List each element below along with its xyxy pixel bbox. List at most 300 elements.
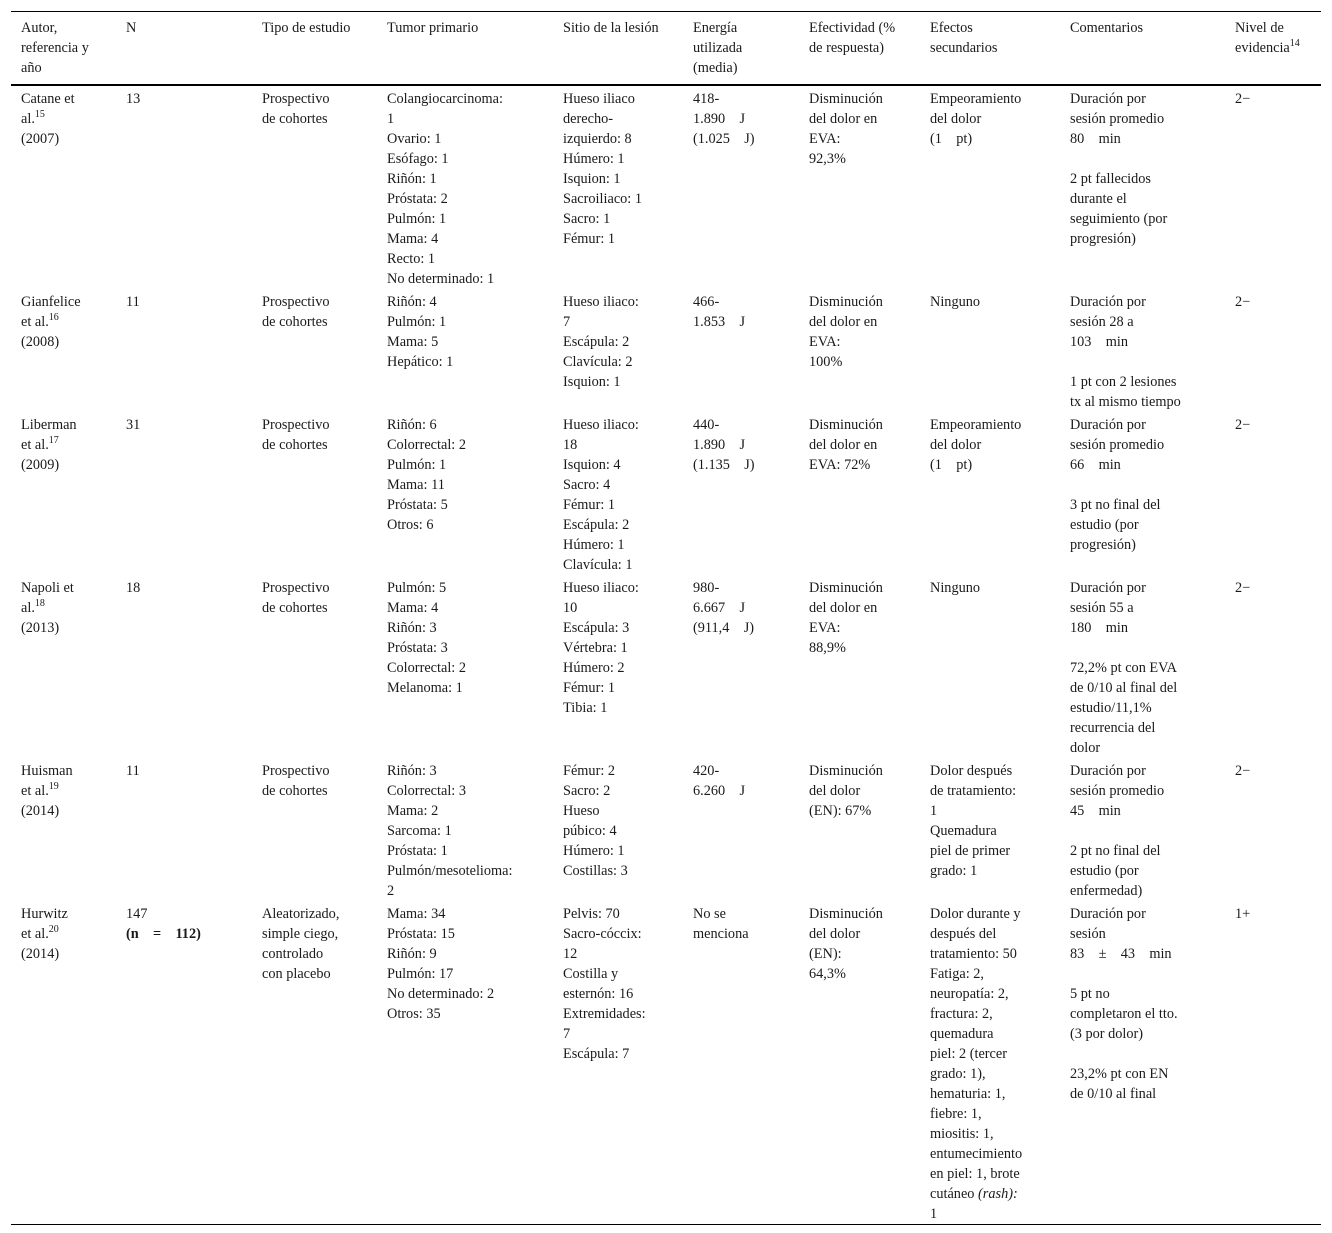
sitio-line: Sacro: 1	[563, 211, 611, 227]
cell-tumor-primario	[377, 758, 553, 901]
efectividad-line: del dolor	[809, 926, 861, 942]
energia-line: menciona	[693, 926, 749, 942]
comentario-line	[1070, 638, 1219, 658]
autor-year: (2007)	[21, 131, 60, 147]
n-value: 11	[126, 763, 140, 779]
sitio-line: Clavícula: 1	[563, 557, 633, 573]
sitio-line: Vértebra: 1	[563, 640, 628, 656]
cell-autor	[11, 412, 116, 575]
cell-tipo-estudio	[252, 575, 377, 758]
cell-n	[116, 85, 252, 289]
tipo-line: de cohortes	[262, 111, 328, 127]
cell-nivel-evidencia	[1225, 575, 1321, 758]
autor-line: et al.$^{19}$	[21, 781, 59, 799]
efectos-line: miositis: 1,	[930, 1126, 994, 1142]
cell-n	[116, 289, 252, 412]
cell-n	[116, 575, 252, 758]
table-row	[11, 412, 1321, 575]
cell-sitio-lesion	[553, 85, 683, 289]
autor-year: (2014)	[21, 803, 60, 819]
efectividad-line: 100%	[809, 354, 843, 370]
sitio-line: Húmero: 2	[563, 660, 625, 676]
comentario-line: 83 ± 43 min	[1070, 946, 1172, 962]
efectos-line: piel de primer	[930, 843, 1011, 859]
autor-reference: 20	[48, 924, 59, 935]
comentario-line: 180 min	[1070, 620, 1128, 636]
cell-efectos-secundarios	[920, 289, 1060, 412]
sitio-line: 18	[563, 437, 578, 453]
cell-tipo-estudio	[252, 758, 377, 901]
autor-reference: 17	[48, 435, 59, 446]
header-autor	[11, 12, 116, 86]
comentario-line	[1070, 964, 1219, 984]
efectividad-line: Disminución	[809, 763, 883, 779]
energia-line: 440-	[693, 417, 720, 433]
efectos-line: fiebre: 1,	[930, 1106, 982, 1122]
header-line: Autor,	[21, 20, 58, 36]
efectos-line: Fatiga: 2,	[930, 966, 985, 982]
efectividad-line: del dolor en	[809, 314, 878, 330]
autor-line: al.$^{15}$	[21, 109, 45, 127]
efectos-line: Dolor después	[930, 763, 1013, 779]
comentario-line: recurrencia del	[1070, 720, 1156, 736]
header-tipo-estudio	[252, 12, 377, 86]
sitio-line: Escápula: 7	[563, 1046, 630, 1062]
header-line: Efectividad (%	[809, 20, 896, 36]
comentario-line: sesión promedio	[1070, 111, 1165, 127]
header-efectividad	[799, 12, 920, 86]
autor-line: Catane et	[21, 91, 75, 107]
cell-autor	[11, 901, 116, 1225]
efectividad-line: Disminución	[809, 580, 883, 596]
tumor-line: Próstata: 3	[387, 640, 448, 656]
efectividad-line: 88,9%	[809, 640, 846, 656]
sitio-line: Costilla y	[563, 966, 619, 982]
sitio-line: Húmero: 1	[563, 537, 625, 553]
n-value: 18	[126, 580, 141, 596]
energia-line: 6.667 J	[693, 600, 746, 616]
efectividad-line: del dolor en	[809, 111, 878, 127]
header-line: Tumor primario	[387, 20, 479, 36]
energia-line: 1.890 J	[693, 437, 746, 453]
efectividad-line: del dolor	[809, 783, 861, 799]
cell-autor	[11, 758, 116, 901]
cell-tumor-primario	[377, 901, 553, 1225]
comentario-line: completaron el tto.	[1070, 1006, 1178, 1022]
header-efectos-secundarios	[920, 12, 1060, 86]
cell-efectividad	[799, 85, 920, 289]
efectividad-line: del dolor en	[809, 600, 878, 616]
comentario-line: Duración por	[1070, 906, 1146, 922]
cell-nivel-evidencia	[1225, 85, 1321, 289]
nivel-value: 2−	[1235, 294, 1251, 310]
cell-comentarios	[1060, 758, 1225, 901]
energia-line: 980-	[693, 580, 720, 596]
table-row	[11, 289, 1321, 412]
comentario-line: 23,2% pt con EN	[1070, 1066, 1169, 1082]
sitio-line: Escápula: 3	[563, 620, 630, 636]
cell-n	[116, 758, 252, 901]
cell-efectos-secundarios	[920, 758, 1060, 901]
tumor-line: Colorrectal: 2	[387, 437, 467, 453]
comentario-line: estudio (por	[1070, 517, 1139, 533]
efectividad-line: EVA:	[809, 131, 841, 147]
cell-tumor-primario	[377, 85, 553, 289]
tumor-line: Melanoma: 1	[387, 680, 463, 696]
tumor-line: Pulmón: 1	[387, 457, 447, 473]
tumor-line: Pulmón: 17	[387, 966, 454, 982]
sitio-line: Clavícula: 2	[563, 354, 633, 370]
tumor-line: Pulmón/mesotelioma:	[387, 863, 513, 879]
cell-energia	[683, 575, 799, 758]
tipo-line: de cohortes	[262, 600, 328, 616]
autor-reference: 15	[34, 109, 45, 120]
efectos-line: Empeoramiento	[930, 417, 1022, 433]
header-line: de respuesta)	[809, 40, 885, 56]
tipo-line: simple ciego,	[262, 926, 339, 942]
tumor-line: Recto: 1	[387, 251, 436, 267]
tumor-line: 2	[387, 883, 395, 899]
autor-line: et al.$^{20}$	[21, 924, 59, 942]
header-energia	[683, 12, 799, 86]
tumor-line: Otros: 6	[387, 517, 434, 533]
n-value: 31	[126, 417, 141, 433]
cell-sitio-lesion	[553, 412, 683, 575]
autor-line: Hurwitz	[21, 906, 68, 922]
cell-sitio-lesion	[553, 575, 683, 758]
tipo-line: controlado	[262, 946, 324, 962]
cell-sitio-lesion	[553, 901, 683, 1225]
energia-line: 6.260 J	[693, 783, 746, 799]
efectos-line: del dolor	[930, 437, 982, 453]
comentario-line: 45 min	[1070, 803, 1121, 819]
sitio-line: Hueso iliaco:	[563, 417, 639, 433]
cell-nivel-evidencia	[1225, 289, 1321, 412]
energia-line: 418-	[693, 91, 720, 107]
tumor-line: Colangiocarcinoma:	[387, 91, 503, 107]
tumor-line: Próstata: 2	[387, 191, 448, 207]
cell-nivel-evidencia	[1225, 758, 1321, 901]
sitio-line: Sacro-cóccix:	[563, 926, 642, 942]
tumor-line: Próstata: 15	[387, 926, 455, 942]
header-line: (media)	[693, 60, 738, 76]
tumor-line: Pulmón: 5	[387, 580, 447, 596]
autor-line: Gianfelice	[21, 294, 81, 310]
table-header	[11, 12, 1321, 86]
comentario-line: progresión)	[1070, 537, 1136, 553]
tipo-line: de cohortes	[262, 437, 328, 453]
tipo-line: Prospectivo	[262, 580, 330, 596]
comentario-line: sesión 28 a	[1070, 314, 1134, 330]
comentario-line: Duración por	[1070, 763, 1146, 779]
sitio-line: Fémur: 1	[563, 497, 616, 513]
comentario-line: 66 min	[1070, 457, 1121, 473]
cell-comentarios	[1060, 85, 1225, 289]
tumor-line: Mama: 2	[387, 803, 439, 819]
autor-year: (2009)	[21, 457, 60, 473]
cell-autor	[11, 85, 116, 289]
efectos-line: del dolor	[930, 111, 982, 127]
sitio-line: esternón: 16	[563, 986, 634, 1002]
energia-line: 1.853 J	[693, 314, 746, 330]
n-analyzed: (n = 112)	[126, 926, 201, 942]
tumor-line: Mama: 4	[387, 231, 439, 247]
autor-year: (2014)	[21, 946, 60, 962]
sitio-line: Costillas: 3	[563, 863, 628, 879]
efectos-line: tratamiento: 50	[930, 946, 1017, 962]
efectos-line: en piel: 1, brote	[930, 1166, 1020, 1182]
cell-energia	[683, 758, 799, 901]
sitio-line: Sacro: 2	[563, 783, 611, 799]
tumor-line: Riñón: 4	[387, 294, 437, 310]
tumor-line: Esófago: 1	[387, 151, 449, 167]
efectos-line: (1 pt)	[930, 457, 973, 473]
nivel-value: 1+	[1235, 906, 1251, 922]
comentario-line: Duración por	[1070, 417, 1146, 433]
tipo-line: Aleatorizado,	[262, 906, 340, 922]
efectos-line: (1 pt)	[930, 131, 973, 147]
efectos-line: piel: 2 (tercer	[930, 1046, 1007, 1062]
sitio-line: 12	[563, 946, 578, 962]
nivel-value: 2−	[1235, 417, 1251, 433]
header-line: Tipo de estudio	[262, 20, 351, 36]
tumor-line: Mama: 5	[387, 334, 439, 350]
efectos-line	[930, 1184, 1054, 1204]
tumor-line: No determinado: 2	[387, 986, 495, 1002]
evidence-table	[11, 11, 1321, 1225]
comentario-line: sesión promedio	[1070, 783, 1165, 799]
evidence-reference: 14	[1289, 38, 1300, 49]
comentario-line: 2 pt no final del	[1070, 843, 1161, 859]
table-row	[11, 901, 1321, 1225]
table-row	[11, 575, 1321, 758]
header-tumor-primario	[377, 12, 553, 86]
sitio-line: derecho-	[563, 111, 614, 127]
cell-autor	[11, 575, 116, 758]
efectos-line: Quemadura	[930, 823, 997, 839]
n-value: 11	[126, 294, 140, 310]
efectos-line: después del	[930, 926, 997, 942]
autor-line: Napoli et	[21, 580, 74, 596]
table-row	[11, 758, 1321, 901]
tumor-line: No determinado: 1	[387, 271, 495, 287]
comentario-line: seguimiento (por	[1070, 211, 1168, 227]
energia-line: 1.890 J	[693, 111, 746, 127]
tipo-line: Prospectivo	[262, 91, 330, 107]
tumor-line: Colorrectal: 3	[387, 783, 467, 799]
cell-energia	[683, 289, 799, 412]
energia-line: (1.135 J)	[693, 457, 755, 473]
header-nivel-evidencia	[1225, 12, 1321, 86]
sitio-line: Húmero: 1	[563, 843, 625, 859]
tumor-line: Otros: 35	[387, 1006, 441, 1022]
tumor-line: Riñón: 3	[387, 763, 437, 779]
sitio-line: Isquion: 1	[563, 171, 621, 187]
efectividad-line: Disminución	[809, 294, 883, 310]
tumor-line: Riñón: 6	[387, 417, 437, 433]
autor-line: Liberman	[21, 417, 77, 433]
tumor-line: Pulmón: 1	[387, 211, 447, 227]
evidence-table-container	[11, 11, 1321, 1225]
efectos-line: grado: 1),	[930, 1066, 986, 1082]
tumor-line: Mama: 4	[387, 600, 439, 616]
energia-line: (1.025 J)	[693, 131, 755, 147]
comentario-line: 72,2% pt con EVA	[1070, 660, 1177, 676]
comentario-line: sesión promedio	[1070, 437, 1165, 453]
header-n	[116, 12, 252, 86]
energia-line: 420-	[693, 763, 720, 779]
cell-tipo-estudio	[252, 901, 377, 1225]
sitio-line: 7	[563, 314, 571, 330]
efectividad-line: Disminución	[809, 417, 883, 433]
tipo-line: Prospectivo	[262, 763, 330, 779]
autor-line: et al.$^{16}$	[21, 312, 59, 330]
sitio-line: Extremidades:	[563, 1006, 646, 1022]
comentario-line: 2 pt fallecidos	[1070, 171, 1151, 187]
sitio-line: Isquion: 4	[563, 457, 621, 473]
efectos-line: 1	[930, 803, 938, 819]
autor-reference: 19	[48, 781, 59, 792]
efectos-line: 1	[930, 1206, 938, 1222]
cell-tumor-primario	[377, 575, 553, 758]
header-comentarios	[1060, 12, 1225, 86]
table-body	[11, 85, 1321, 1225]
comentario-line: 5 pt no	[1070, 986, 1110, 1002]
efectividad-line: EVA:	[809, 334, 841, 350]
efectos-line: quemadura	[930, 1026, 994, 1042]
tumor-line: Ovario: 1	[387, 131, 442, 147]
table-row	[11, 85, 1321, 289]
autor-reference: 18	[34, 598, 45, 609]
sitio-line: Fémur: 2	[563, 763, 616, 779]
cell-tipo-estudio	[252, 289, 377, 412]
cell-efectividad	[799, 758, 920, 901]
comentario-line: de 0/10 al final	[1070, 1086, 1157, 1102]
autor-line: et al.$^{17}$	[21, 435, 59, 453]
comentario-line: Duración por	[1070, 580, 1146, 596]
comentario-line: enfermedad)	[1070, 883, 1143, 899]
efectos-line: grado: 1	[930, 863, 978, 879]
tumor-line: Colorrectal: 2	[387, 660, 467, 676]
sitio-line: Hueso iliaco	[563, 91, 635, 107]
tumor-line: Próstata: 5	[387, 497, 448, 513]
efectos-line: entumecimiento	[930, 1146, 1023, 1162]
comentario-line: 3 pt no final del	[1070, 497, 1161, 513]
autor-line: al.$^{18}$	[21, 598, 45, 616]
efectividad-line: Disminución	[809, 906, 883, 922]
cell-energia	[683, 85, 799, 289]
comentario-line: Duración por	[1070, 91, 1146, 107]
sitio-line: Sacroiliaco: 1	[563, 191, 643, 207]
comentario-line: estudio/11,1%	[1070, 700, 1152, 716]
comentario-line: 103 min	[1070, 334, 1128, 350]
sitio-line: Tibia: 1	[563, 700, 608, 716]
tipo-line: Prospectivo	[262, 417, 330, 433]
comentario-line: estudio (por	[1070, 863, 1139, 879]
cell-n	[116, 412, 252, 575]
efectos-line: Ninguno	[930, 580, 981, 596]
efectividad-line: Disminución	[809, 91, 883, 107]
sitio-line: Fémur: 1	[563, 680, 616, 696]
cell-tipo-estudio	[252, 85, 377, 289]
comentario-line: 80 min	[1070, 131, 1121, 147]
tumor-line: Pulmón: 1	[387, 314, 447, 330]
efectividad-line: EVA: 72%	[809, 457, 871, 473]
energia-line: No se	[693, 906, 726, 922]
efectividad-line: EVA:	[809, 620, 841, 636]
efectividad-line: del dolor en	[809, 437, 878, 453]
tumor-line: Mama: 11	[387, 477, 445, 493]
sitio-line: Hueso iliaco:	[563, 294, 639, 310]
tumor-line: Sarcoma: 1	[387, 823, 452, 839]
tipo-line: de cohortes	[262, 783, 328, 799]
cell-sitio-lesion	[553, 289, 683, 412]
autor-reference: 16	[48, 312, 59, 323]
efectividad-line: 64,3%	[809, 966, 846, 982]
n-value: 13	[126, 91, 141, 107]
cell-energia	[683, 901, 799, 1225]
efectos-line: fractura: 2,	[930, 1006, 993, 1022]
cell-nivel-evidencia	[1225, 412, 1321, 575]
cell-energia	[683, 412, 799, 575]
sitio-line: Hueso iliaco:	[563, 580, 639, 596]
cell-comentarios	[1060, 289, 1225, 412]
sitio-line: Escápula: 2	[563, 334, 630, 350]
sitio-line: 10	[563, 600, 578, 616]
sitio-line: Isquion: 1	[563, 374, 621, 390]
tumor-line: Próstata: 1	[387, 843, 448, 859]
comentario-line: (3 por dolor)	[1070, 1026, 1144, 1042]
header-line: Comentarios	[1070, 20, 1144, 36]
sitio-line: Escápula: 2	[563, 517, 630, 533]
cell-comentarios	[1060, 412, 1225, 575]
cell-efectividad	[799, 575, 920, 758]
sitio-line: púbico: 4	[563, 823, 617, 839]
cell-comentarios	[1060, 901, 1225, 1225]
efectividad-line: (EN):	[809, 946, 842, 962]
comentario-line	[1070, 821, 1219, 841]
cell-tipo-estudio	[252, 412, 377, 575]
tumor-line: Riñón: 3	[387, 620, 437, 636]
cell-sitio-lesion	[553, 758, 683, 901]
sitio-line: Pelvis: 70	[563, 906, 620, 922]
sitio-line: Hueso	[563, 803, 600, 819]
comentario-line: Duración por	[1070, 294, 1146, 310]
energia-line: (911,4 J)	[693, 620, 755, 636]
header-row	[11, 12, 1321, 86]
tumor-line: Riñón: 1	[387, 171, 437, 187]
sitio-line: Húmero: 1	[563, 151, 625, 167]
n-value: 147	[126, 906, 148, 922]
tipo-line: Prospectivo	[262, 294, 330, 310]
cell-tumor-primario	[377, 289, 553, 412]
efectos-line: Empeoramiento	[930, 91, 1022, 107]
energia-line: 466-	[693, 294, 720, 310]
autor-line: Huisman	[21, 763, 73, 779]
autor-year: (2013)	[21, 620, 60, 636]
comentario-line: de 0/10 al final del	[1070, 680, 1178, 696]
sitio-line: Fémur: 1	[563, 231, 616, 247]
comentario-line: sesión	[1070, 926, 1106, 942]
efectos-text: cutáneo	[930, 1186, 979, 1202]
header-line: referencia y	[21, 40, 89, 56]
autor-year: (2008)	[21, 334, 60, 350]
cell-tumor-primario	[377, 412, 553, 575]
header-line: utilizada	[693, 40, 743, 56]
tumor-line: Mama: 34	[387, 906, 446, 922]
comentario-line	[1070, 1044, 1219, 1064]
comentario-line: sesión 55 a	[1070, 600, 1134, 616]
